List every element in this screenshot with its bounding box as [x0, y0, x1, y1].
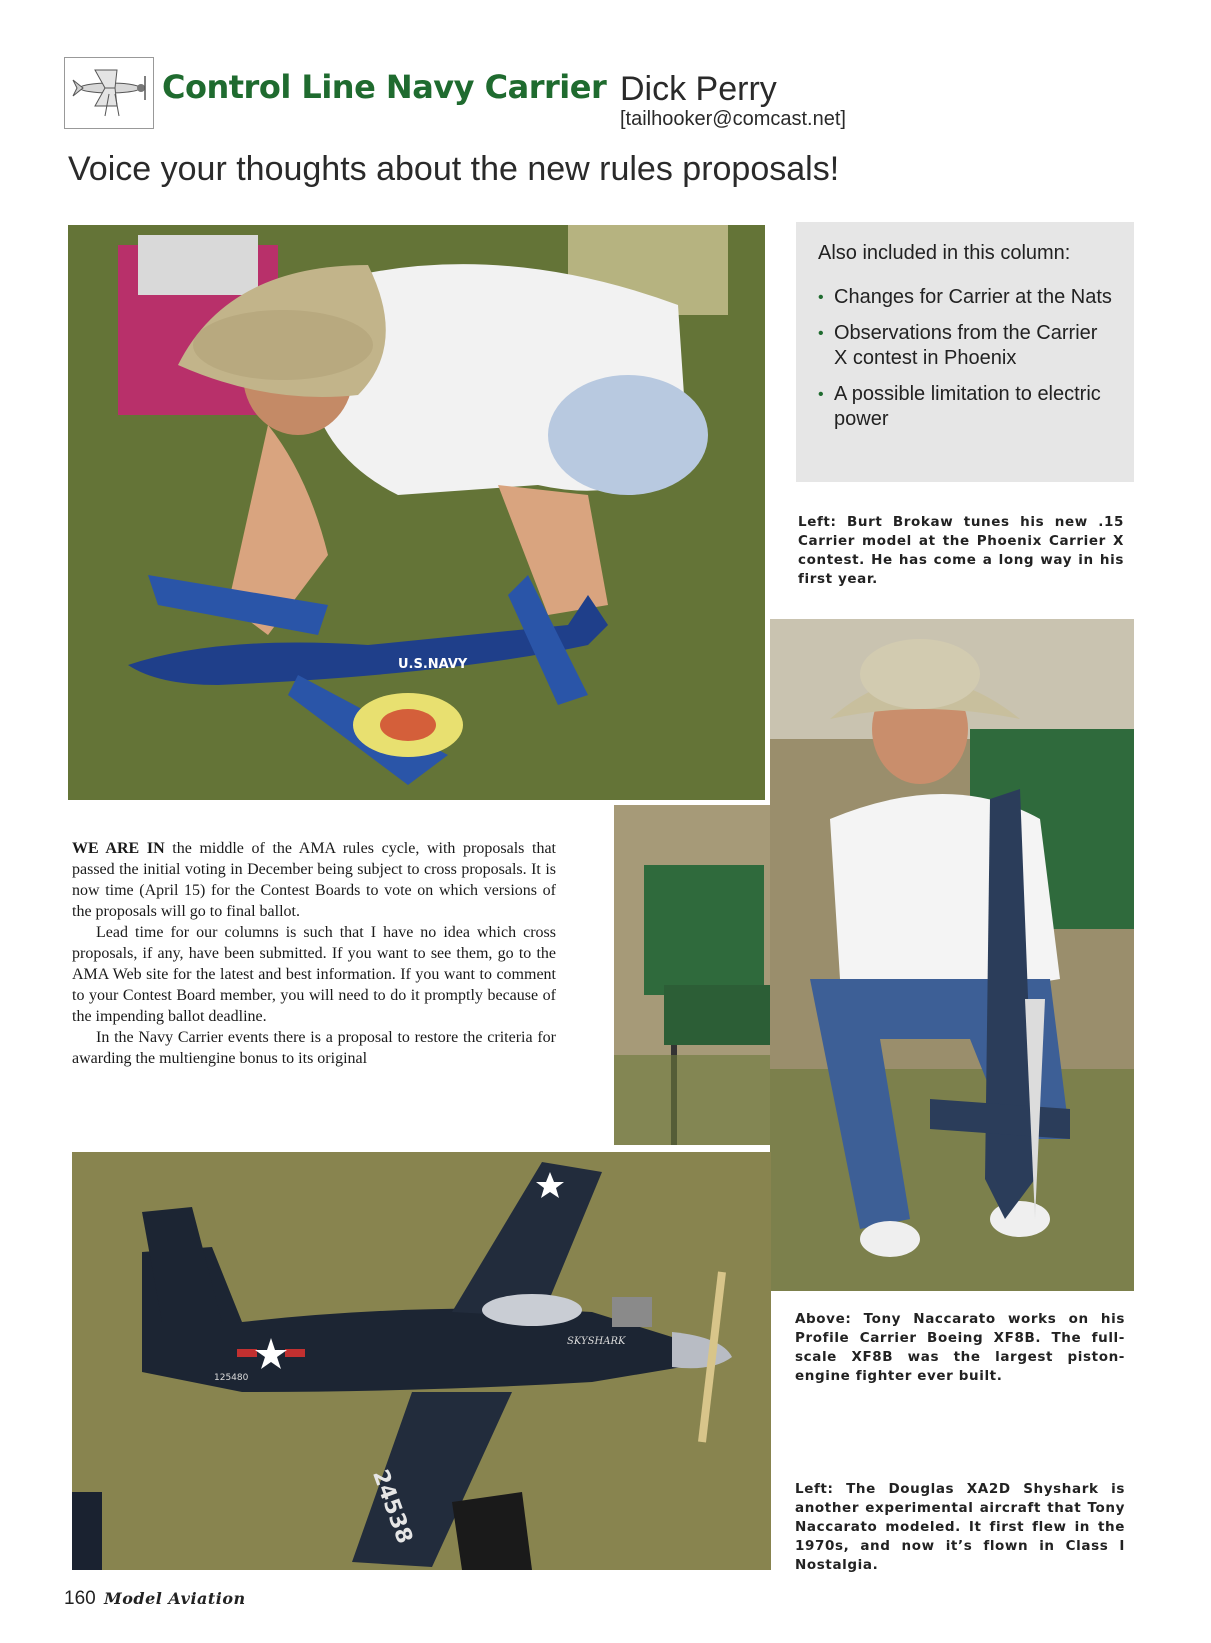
sidebar-item — [818, 321, 1112, 371]
article-body — [72, 838, 556, 1069]
photo-tony-naccarato-left — [614, 805, 774, 1145]
column-title: Control Line Navy Carrier — [162, 68, 607, 106]
plane-marking-usnavy: U.S.NAVY — [398, 657, 468, 672]
sidebar-item-label: A possible limitation to electric power — [834, 383, 1101, 430]
author-name: Dick Perry — [620, 70, 777, 108]
bullet-icon: • — [818, 325, 824, 342]
caption-burt-brokaw: Left: Burt Brokaw tunes his new .15 Carrier model at the Phoenix Carrier X contest. He has come a long way in his first year. — [798, 514, 1124, 587]
sidebar-item — [818, 382, 1112, 432]
sidebar-box — [796, 222, 1134, 482]
plane-tail-number: 24538 — [367, 1466, 417, 1548]
bullet-icon: • — [818, 386, 824, 403]
page-number: 160 — [64, 1588, 96, 1609]
bullet-icon: • — [818, 289, 824, 306]
body-paragraph — [72, 838, 556, 922]
article-headline: Voice your thoughts about the new rules proposals! — [68, 150, 840, 188]
photo-tony-naccarato — [770, 619, 1134, 1291]
body-paragraph: Lead time for our columns is such that I have no idea which cross proposals, if any, have been submitted. If you want to see them, go to the AMA Web site for the latest and best information. If you want to comment to your Contest Board member, you will need to do it promptly because of the impending ballot deadline. — [72, 924, 556, 1025]
caption-skyshark: Left: The Douglas XA2D Shyshark is another experimental aircraft that Tony Naccarato modeled. It first flew in the 1970s, and now it’s flown in Class I Nostalgia. — [795, 1481, 1125, 1573]
photo-skyshark-model — [72, 1152, 771, 1570]
caption-tony-naccarato: Above: Tony Naccarato works on his Profile Carrier Boeing XF8B. The full-scale XF8B was the largest piston-engine fighter ever built. — [795, 1311, 1125, 1384]
body-paragraph: In the Navy Carrier events there is a proposal to restore the criteria for awarding the multiengine bonus to its original — [72, 1029, 556, 1067]
photo-burt-brokaw — [68, 225, 765, 800]
plane-side-code: 125480 — [214, 1373, 249, 1383]
plane-marking-skyshark: SKYSHARK — [567, 1336, 626, 1347]
body-paragraph-text: the middle of the AMA rules cycle, with proposals that passed the initial voting in December being subject to cross proposals. It is now time (April 15) for the Contest Boards to vote on which versions of the proposals will go to final ballot. — [72, 840, 556, 920]
sidebar-item-label: Observations from the Carrier X contest in Phoenix — [834, 322, 1098, 369]
sidebar-item-label: Changes for Carrier at the Nats — [834, 286, 1112, 308]
airplane-logo-icon — [65, 58, 153, 128]
column-logo — [64, 57, 154, 129]
lead-in: WE ARE IN — [72, 840, 165, 857]
author-email: [tailhooker@comcast.net] — [620, 108, 846, 130]
sidebar-list — [818, 285, 1112, 432]
magazine-name: Model Aviation — [104, 1589, 246, 1608]
sidebar-item — [818, 285, 1112, 310]
sidebar-heading: Also included in this column: — [818, 242, 1071, 264]
